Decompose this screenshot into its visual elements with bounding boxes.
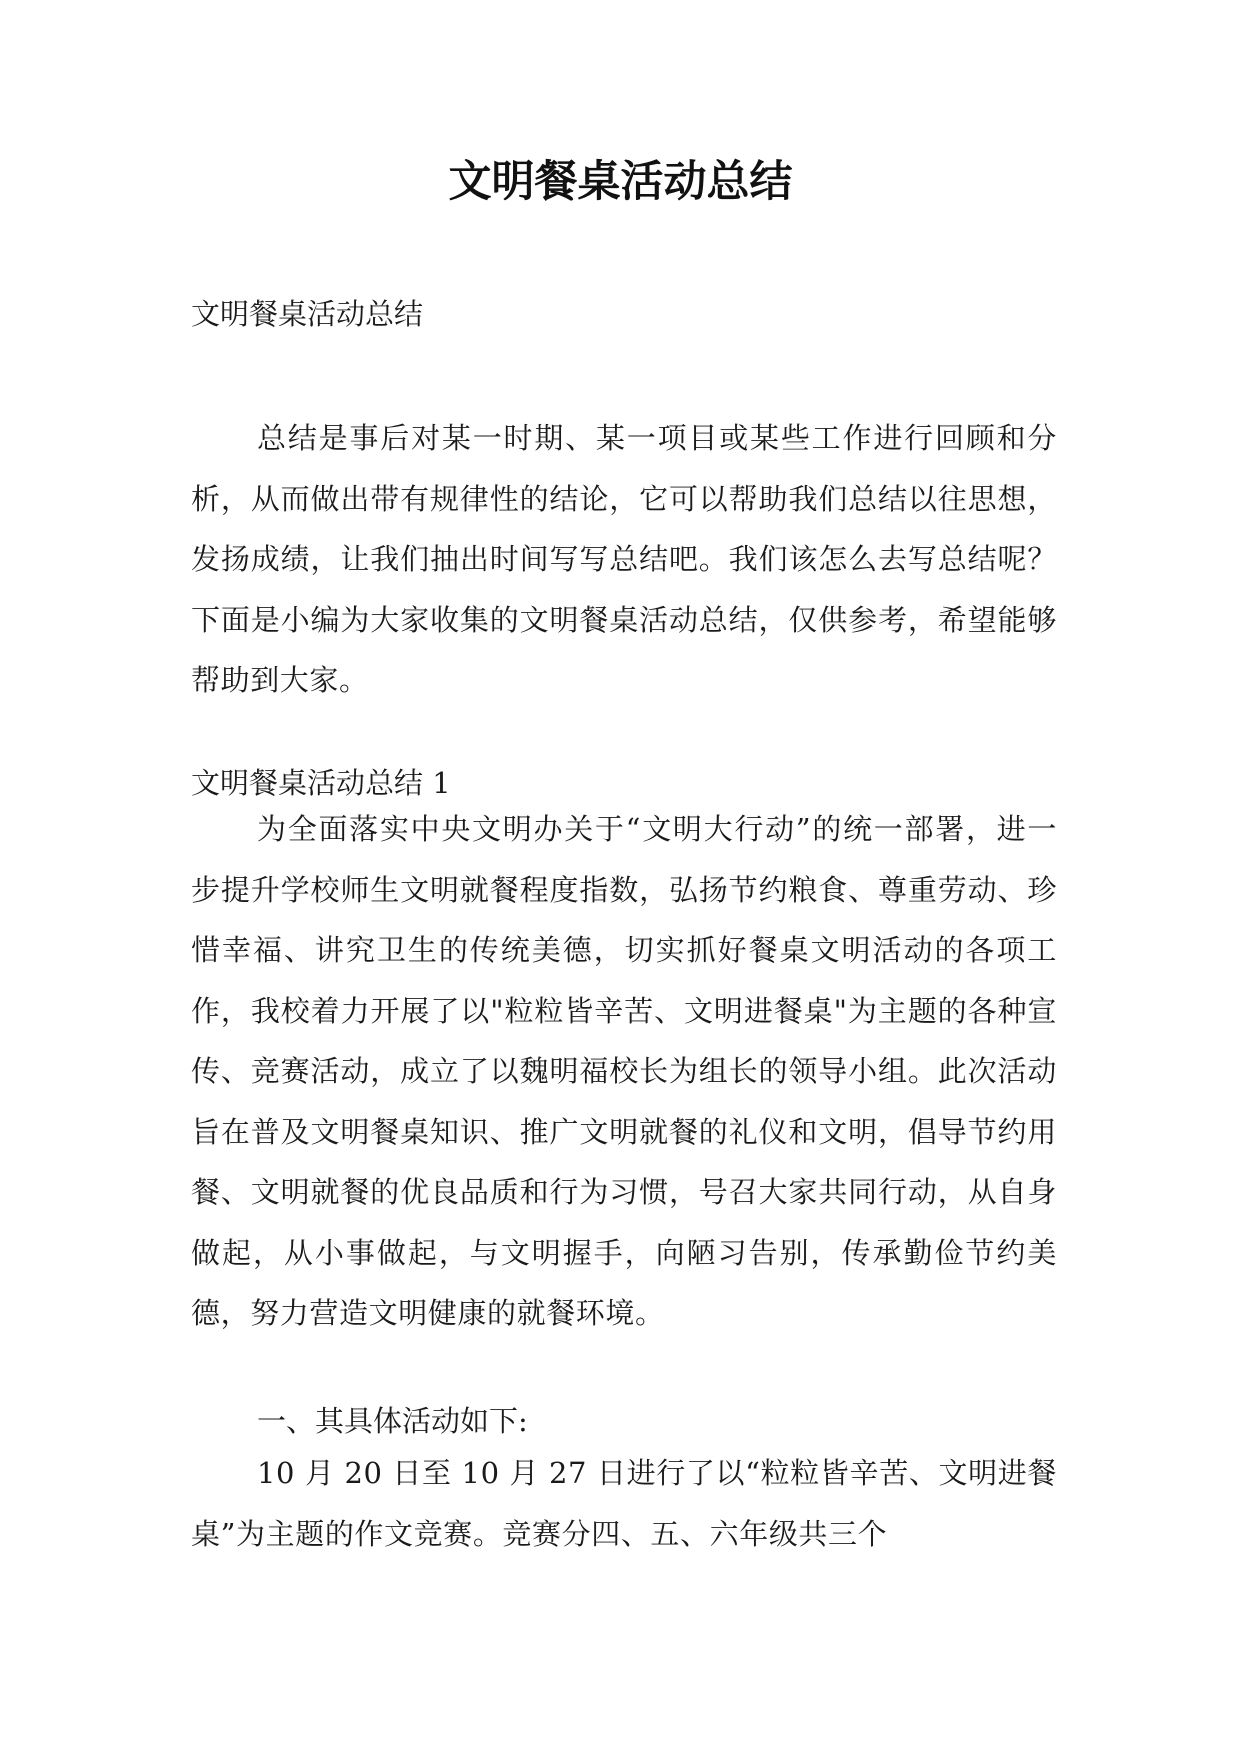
- section-heading: 文明餐桌活动总结 1: [191, 766, 451, 800]
- body-paragraph: 为全面落实中央文明办关于“文明大行动”的统一部署，进一步提升学校师生文明就餐程度指数，弘扬节约粮食、尊重劳动、珍惜幸福、讲究卫生的传统美德，切实抓好餐桌文明活动的各项工作，我校着力开展了以"粒粒皆辛苦、文明进餐桌"为主题的各种宣传、竞赛活动，成立了以魏明福校长为组长的领导小组。此次活动旨在普及文明餐桌知识、推广文明就餐的礼仪和文明，倡导节约用餐、文明就餐的优良品质和行为习惯，号召大家共同行动，从自身做起，从小事做起，与文明握手，向陋习告别，传承勤俭节约美德，努力营造文明健康的就餐环境。: [191, 812, 1057, 1330]
- activities-heading: 一、其具体活动如下:: [257, 1404, 528, 1438]
- date-paragraph: 10 月 20 日至 10 月 27 日进行了以“粒粒皆辛苦、文明进餐桌”为主题的作文竞赛。竞赛分四、五、六年级共三个: [191, 1456, 1057, 1551]
- document-subtitle: 文明餐桌活动总结: [191, 297, 424, 331]
- intro-paragraph: 总结是事后对某一时期、某一项目或某些工作进行回顾和分析，从而做出带有规律性的结论，它可以帮助我们总结以往思想，发扬成绩，让我们抽出时间写写总结吧。我们该怎么去写总结呢？下面是小编为大家收集的文明餐桌活动总结，仅供参考，希望能够帮助到大家。: [191, 421, 1057, 697]
- document-title: 文明餐桌活动总结: [448, 157, 793, 207]
